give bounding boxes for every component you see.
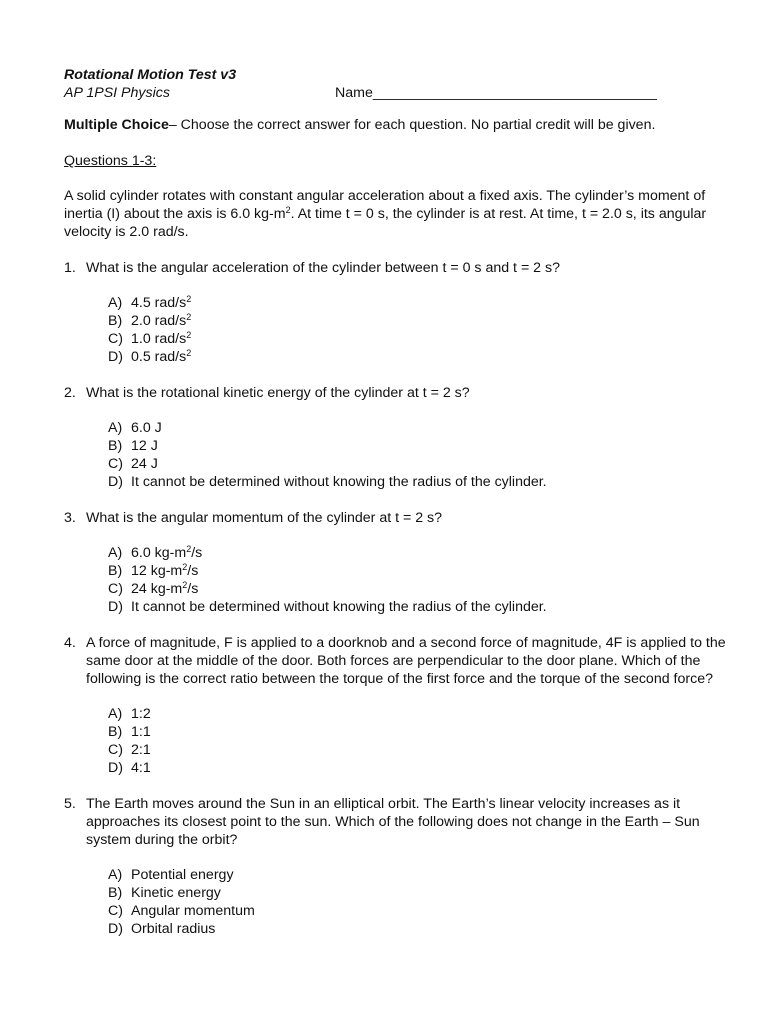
- answer-option[interactable]: [108, 866, 728, 884]
- course-subject: AP 1PSI Physics: [64, 85, 170, 101]
- question-block: [64, 795, 728, 938]
- question-list: [64, 259, 728, 938]
- option-letter: C): [108, 581, 123, 597]
- question-number: 4.: [64, 635, 76, 651]
- option-text: 2.0 rad/$s^2$: [131, 312, 192, 329]
- option-letter: A): [108, 420, 123, 436]
- option-text: 1:2: [131, 706, 151, 722]
- option-letter: D): [108, 921, 123, 937]
- option-text: 6.0 $kg-m^2/s$: [131, 544, 203, 561]
- option-text: 24 J: [131, 456, 158, 472]
- option-text: 4.5 rad/$s^2$: [131, 294, 192, 311]
- question: [64, 795, 728, 849]
- option-text: 4:1: [131, 760, 151, 776]
- option-text: Kinetic energy: [131, 885, 221, 901]
- answer-option[interactable]: [108, 723, 728, 741]
- question-block: [64, 634, 728, 777]
- question-group-stem: A solid cylinder rotates with constant angular acceleration about a fixed axis. The cylinder’s moment of inertia (I) about the axis is 6.0 $kg-m^2$. At time t = 0 s, the cylinder is at rest. At time, t = 2.0 s, its angular velocity is 2.0 rad/s.: [64, 188, 707, 240]
- question-number: 2.: [64, 385, 76, 401]
- question-text: What is the angular acceleration of the cylinder between t = 0 s and t = 2 s?: [86, 260, 560, 276]
- option-letter: D): [108, 599, 123, 615]
- answer-options: [108, 419, 728, 491]
- option-letter: D): [108, 349, 123, 365]
- answer-option[interactable]: [108, 544, 728, 562]
- option-text: 2:1: [131, 742, 151, 758]
- name-field: Name____________________________________: [335, 85, 657, 101]
- instructions: [64, 116, 728, 134]
- option-text: Potential energy: [131, 867, 234, 883]
- answer-option[interactable]: [108, 437, 728, 455]
- question: [64, 634, 728, 688]
- option-text: Angular momentum: [131, 903, 255, 919]
- answer-option[interactable]: [108, 473, 728, 491]
- question-block: [64, 384, 728, 491]
- answer-option[interactable]: [108, 419, 728, 437]
- option-letter: B): [108, 885, 123, 901]
- question-group-heading: Questions 1-3:: [64, 153, 157, 169]
- option-text: It cannot be determined without knowing the radius of the cylinder.: [131, 599, 547, 615]
- option-letter: C): [108, 331, 123, 347]
- answer-option[interactable]: [108, 562, 728, 580]
- header-row: [64, 84, 728, 102]
- question-number: 5.: [64, 796, 76, 812]
- question-text: What is the rotational kinetic energy of the cylinder at t = 2 s?: [86, 385, 470, 401]
- option-text: Orbital radius: [131, 921, 216, 937]
- option-letter: C): [108, 742, 123, 758]
- option-text: 12 J: [131, 438, 158, 454]
- option-letter: A): [108, 867, 123, 883]
- option-text: 12 $kg-m^2/s$: [131, 562, 199, 579]
- question-text: A force of magnitude, F is applied to a doorknob and a second force of magnitude, 4F is applied to the same door at the middle of the door. Both forces are perpendicular to the door plane. Which of the following is the correct ratio between the torque of the first force and the torque of the second force?: [86, 635, 726, 687]
- answer-option[interactable]: [108, 759, 728, 777]
- answer-options: [108, 705, 728, 777]
- answer-option[interactable]: [108, 598, 728, 616]
- answer-option[interactable]: [108, 348, 728, 366]
- answer-option[interactable]: [108, 455, 728, 473]
- option-letter: B): [108, 438, 123, 454]
- option-letter: D): [108, 474, 123, 490]
- option-letter: C): [108, 903, 123, 919]
- option-text: 6.0 J: [131, 420, 162, 436]
- question: [64, 259, 728, 277]
- option-letter: D): [108, 760, 123, 776]
- option-letter: B): [108, 313, 123, 329]
- option-text: 1.0 rad/$s^2$: [131, 330, 192, 347]
- answer-options: [108, 866, 728, 938]
- answer-options: [108, 294, 728, 366]
- option-letter: B): [108, 563, 123, 579]
- option-letter: B): [108, 724, 123, 740]
- answer-option[interactable]: [108, 330, 728, 348]
- question-block: [64, 509, 728, 616]
- test-title: Rotational Motion Test v3: [64, 67, 237, 83]
- answer-option[interactable]: [108, 580, 728, 598]
- answer-option[interactable]: [108, 741, 728, 759]
- answer-option[interactable]: [108, 705, 728, 723]
- option-letter: A): [108, 295, 123, 311]
- option-text: It cannot be determined without knowing the radius of the cylinder.: [131, 474, 547, 490]
- question-number: 1.: [64, 260, 76, 276]
- answer-option[interactable]: [108, 920, 728, 938]
- answer-option[interactable]: [108, 312, 728, 330]
- option-text: 24 $kg-m^2/s$: [131, 580, 199, 597]
- question: [64, 509, 728, 527]
- answer-option[interactable]: [108, 902, 728, 920]
- question-text: The Earth moves around the Sun in an elliptical orbit. The Earth’s linear velocity increases as it approaches its closest point to the sun. Which of the following does not change in the Earth – Sun system during the orbit?: [86, 796, 700, 848]
- answer-option[interactable]: [108, 294, 728, 312]
- instructions-text: – Choose the correct answer for each question. No partial credit will be given.: [168, 117, 656, 133]
- answer-options: [108, 544, 728, 616]
- answer-option[interactable]: [108, 884, 728, 902]
- option-text: 0.5 rad/$s^2$: [131, 348, 192, 365]
- question-number: 3.: [64, 510, 76, 526]
- question-text: What is the angular momentum of the cylinder at t = 2 s?: [86, 510, 443, 526]
- option-letter: A): [108, 545, 123, 561]
- question-block: [64, 259, 728, 366]
- option-letter: C): [108, 456, 123, 472]
- question: [64, 384, 728, 402]
- option-text: 1:1: [131, 724, 151, 740]
- instructions-label: Multiple Choice: [64, 117, 169, 133]
- option-letter: A): [108, 706, 123, 722]
